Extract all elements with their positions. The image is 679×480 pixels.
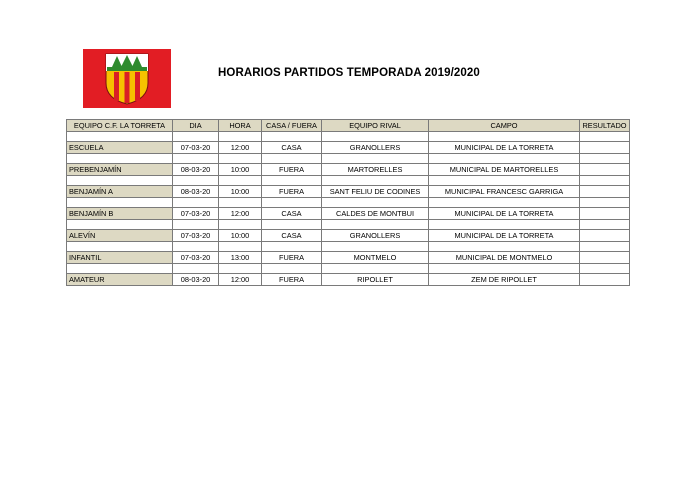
rival-cell: GRANOLLERS — [322, 142, 429, 154]
rival-cell: SANT FELIU DE CODINES — [322, 186, 429, 198]
spacer-row — [67, 242, 630, 252]
spacer-row — [67, 198, 630, 208]
table-row — [67, 164, 630, 176]
result-cell — [580, 230, 630, 242]
team-cell: ESCUELA — [67, 142, 173, 154]
result-cell — [580, 142, 630, 154]
result-cell — [580, 274, 630, 286]
column-header-rival: EQUIPO RIVAL — [322, 120, 429, 132]
home-away-cell: FUERA — [262, 164, 322, 176]
team-cell: ALEVÍN — [67, 230, 173, 242]
team-cell: PREBENJAMÍN — [67, 164, 173, 176]
result-cell — [580, 252, 630, 264]
team-cell: BENJAMÍN B — [67, 208, 173, 220]
date-cell: 08-03-20 — [173, 186, 219, 198]
spacer-row — [67, 132, 630, 142]
date-cell: 07-03-20 — [173, 208, 219, 220]
venue-cell: MUNICIPAL FRANCESC GARRIGA — [429, 186, 580, 198]
rival-cell: CALDES DE MONTBUI — [322, 208, 429, 220]
date-cell: 08-03-20 — [173, 274, 219, 286]
schedule-table — [66, 119, 630, 286]
home-away-cell: CASA — [262, 142, 322, 154]
table-header-row — [67, 120, 630, 132]
table-row — [67, 252, 630, 264]
time-cell: 12:00 — [219, 142, 262, 154]
date-cell: 07-03-20 — [173, 252, 219, 264]
table-row — [67, 186, 630, 198]
venue-cell: MUNICIPAL DE LA TORRETA — [429, 208, 580, 220]
venue-cell: MUNICIPAL DE MARTORELLES — [429, 164, 580, 176]
time-cell: 12:00 — [219, 208, 262, 220]
venue-cell: MUNICIPAL DE LA TORRETA — [429, 142, 580, 154]
time-cell: 13:00 — [219, 252, 262, 264]
table-row — [67, 208, 630, 220]
home-away-cell: CASA — [262, 230, 322, 242]
time-cell: 10:00 — [219, 230, 262, 242]
rival-cell: RIPOLLET — [322, 274, 429, 286]
column-header-venue: CAMPO — [429, 120, 580, 132]
rival-cell: MONTMELO — [322, 252, 429, 264]
column-header-team: EQUIPO C.F. LA TORRETA — [67, 120, 173, 132]
column-header-home-away: CASA / FUERA — [262, 120, 322, 132]
table-row — [67, 274, 630, 286]
home-away-cell: FUERA — [262, 186, 322, 198]
result-cell — [580, 208, 630, 220]
spacer-row — [67, 154, 630, 164]
date-cell: 07-03-20 — [173, 142, 219, 154]
spacer-row — [67, 264, 630, 274]
club-crest-icon — [105, 53, 149, 105]
home-away-cell: FUERA — [262, 252, 322, 264]
spacer-row — [67, 220, 630, 230]
column-header-result: RESULTADO — [580, 120, 630, 132]
team-cell: AMATEUR — [67, 274, 173, 286]
result-cell — [580, 164, 630, 176]
home-away-cell: CASA — [262, 208, 322, 220]
result-cell — [580, 186, 630, 198]
rival-cell: GRANOLLERS — [322, 230, 429, 242]
column-header-time: HORA — [219, 120, 262, 132]
table-row — [67, 230, 630, 242]
venue-cell: ZEM DE RIPOLLET — [429, 274, 580, 286]
home-away-cell: FUERA — [262, 274, 322, 286]
team-cell: BENJAMÍN A — [67, 186, 173, 198]
venue-cell: MUNICIPAL DE LA TORRETA — [429, 230, 580, 242]
rival-cell: MARTORELLES — [322, 164, 429, 176]
team-cell: INFANTIL — [67, 252, 173, 264]
column-header-date: DIA — [173, 120, 219, 132]
table-row — [67, 142, 630, 154]
time-cell: 10:00 — [219, 164, 262, 176]
date-cell: 08-03-20 — [173, 164, 219, 176]
date-cell: 07-03-20 — [173, 230, 219, 242]
club-logo — [83, 49, 171, 108]
page-title: HORARIOS PARTIDOS TEMPORADA 2019/2020 — [218, 67, 480, 79]
time-cell: 12:00 — [219, 274, 262, 286]
time-cell: 10:00 — [219, 186, 262, 198]
spacer-row — [67, 176, 630, 186]
venue-cell: MUNICIPAL DE MONTMELO — [429, 252, 580, 264]
